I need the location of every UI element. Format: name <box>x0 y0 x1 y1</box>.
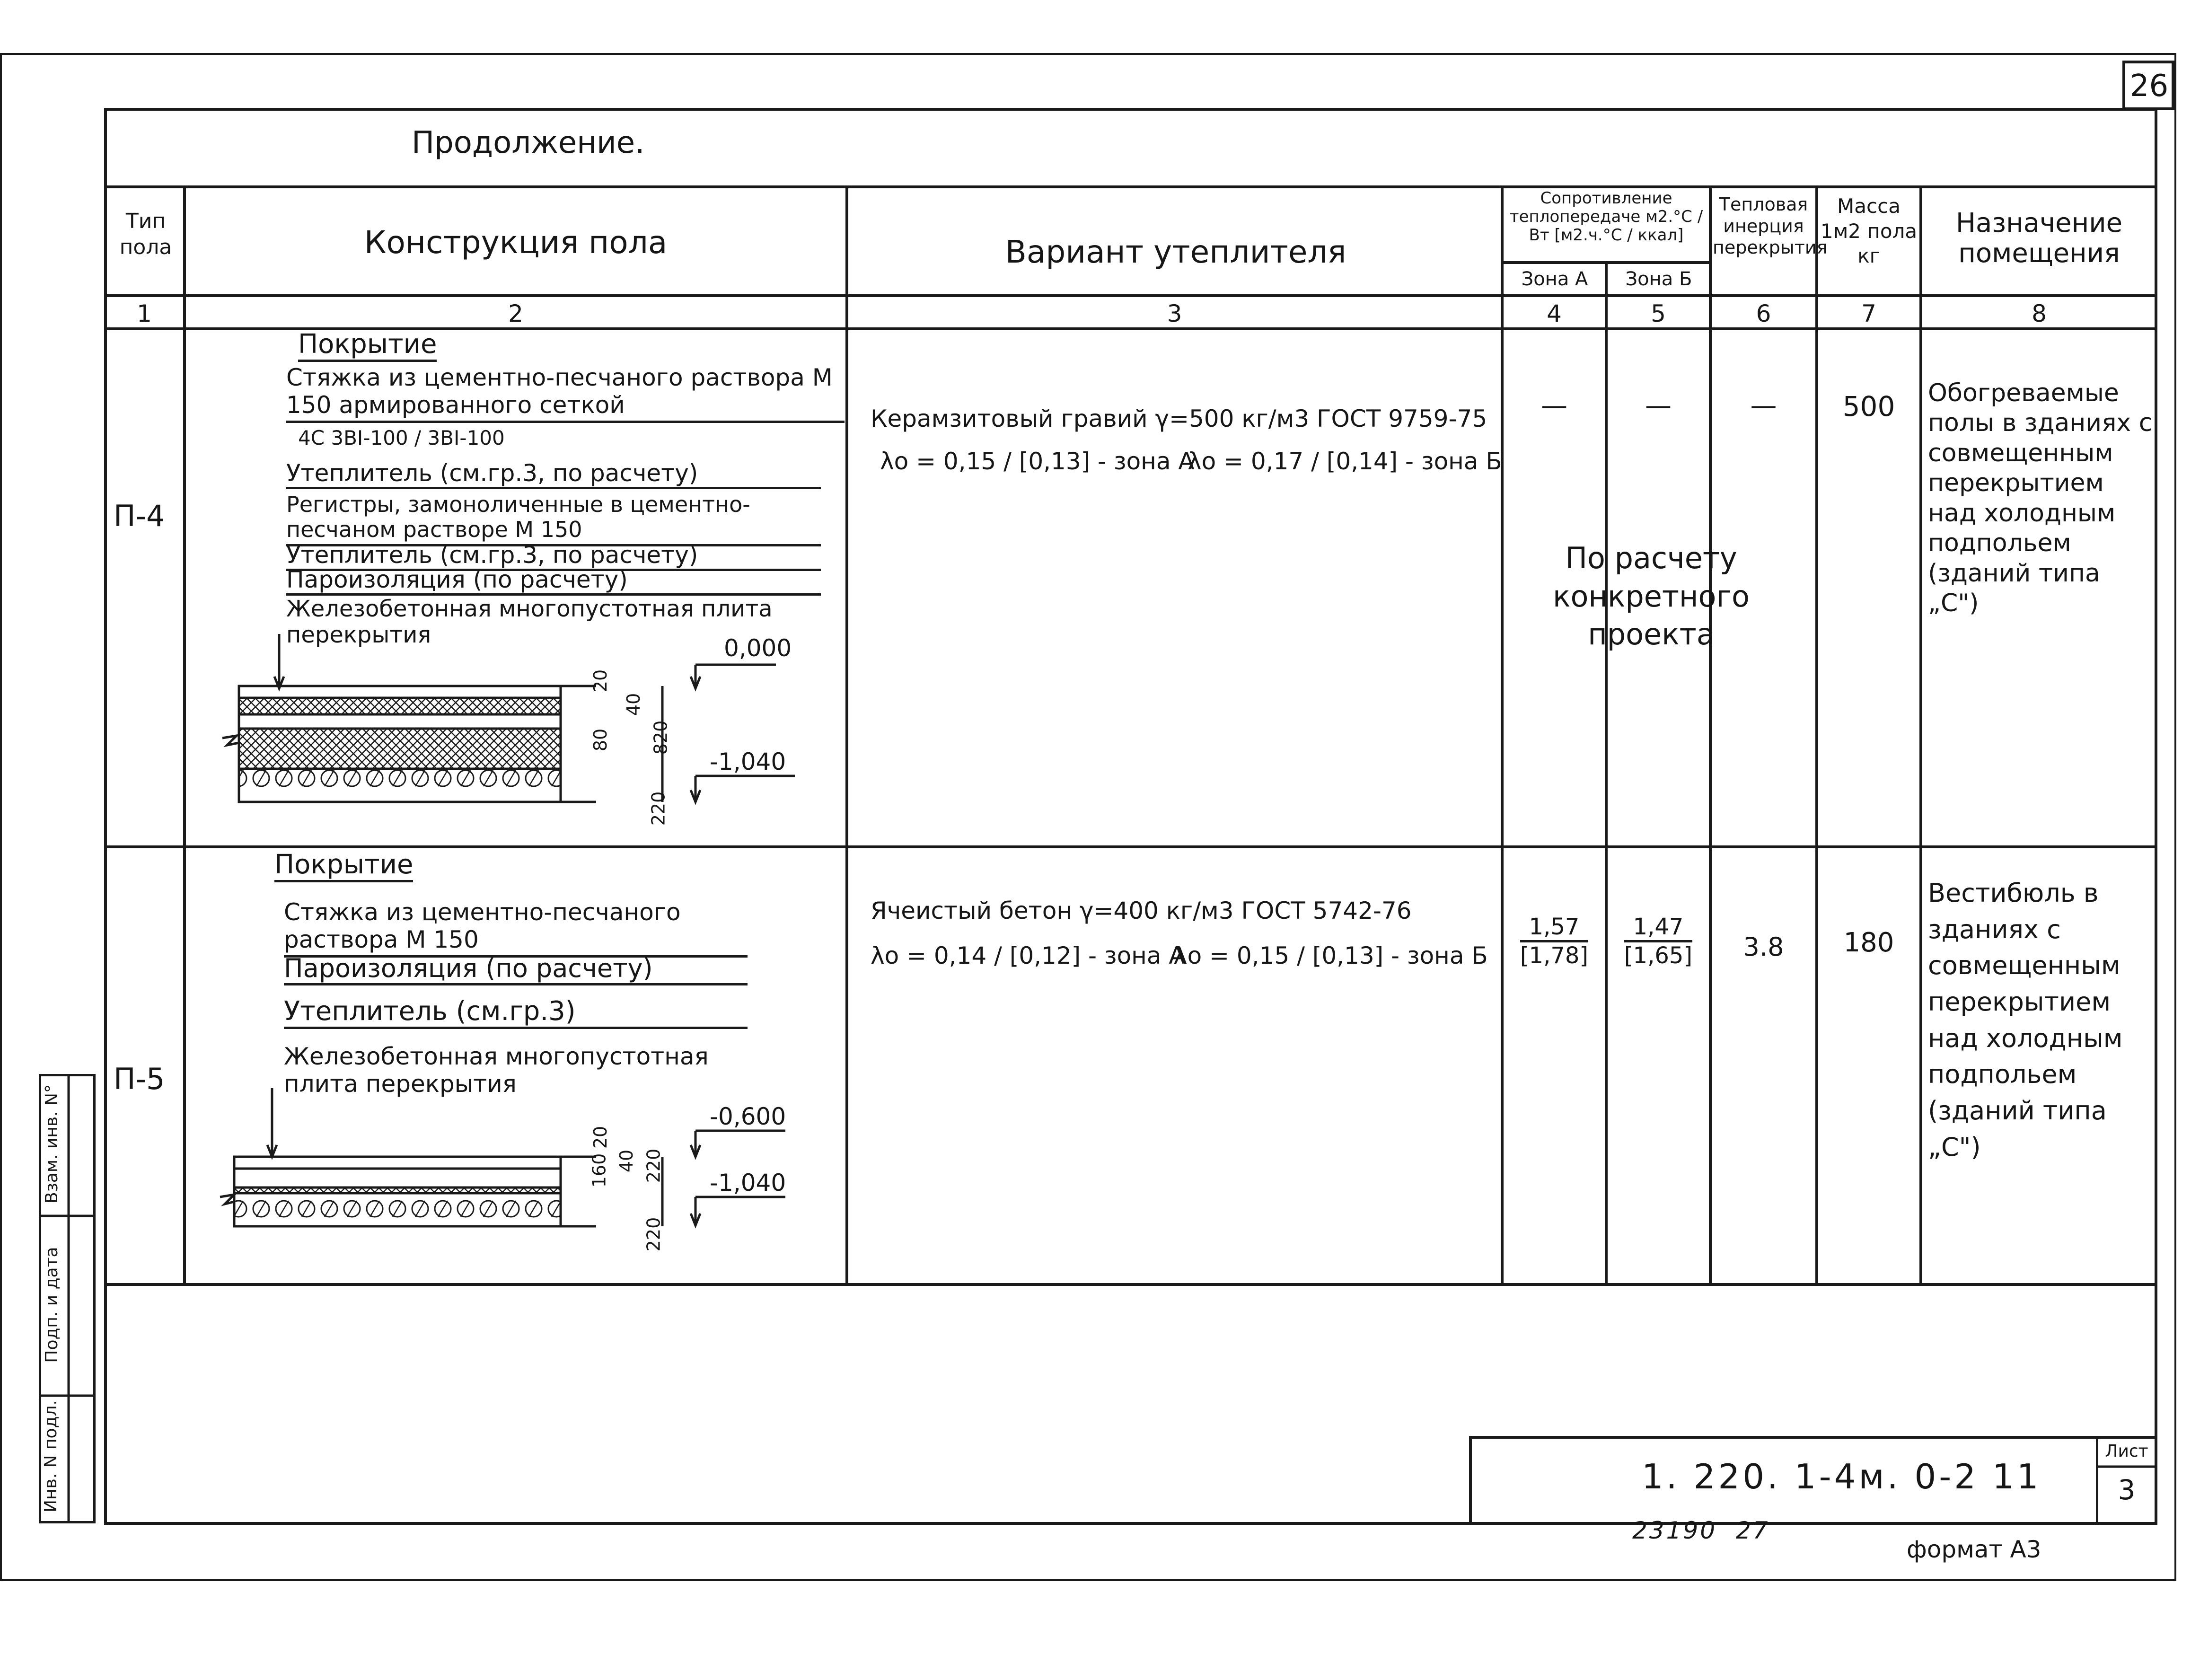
dimension-label: 20 <box>590 669 611 693</box>
dimension-label: 40 <box>623 693 644 716</box>
room-purpose: Вестибюль в зданиях с совмещенным перекрытием над холодным подпольем (зданий типа „С") <box>1928 878 2123 1162</box>
elevation-mark: -0,600 <box>710 1103 786 1130</box>
paper-format: формат А3 <box>1907 1536 2041 1563</box>
header-construction: Конструкция пола <box>364 224 668 261</box>
sheet-number: 3 <box>2118 1474 2136 1506</box>
dimension-label: 20 <box>590 1126 611 1149</box>
thermal-inertia-value: 3.8 <box>1743 932 1784 962</box>
col-number: 2 <box>508 300 523 327</box>
zone-a-value: $\frac{1,57}{[1,78]}$ <box>1520 914 1589 969</box>
layer-registers: Регистры, замоноличенные в цементно-песчаном растворе М 150 <box>286 492 821 546</box>
elevation-mark: -1,040 <box>710 1169 786 1196</box>
thermal-inertia-value: — <box>1750 390 1777 421</box>
dimension-label: 220 <box>643 1217 664 1252</box>
document-code: 1. 220. 1-4м. 0-2 11 <box>1642 1457 2041 1496</box>
layer-insulation: Утеплитель (см.гр.3, по расчету) <box>286 461 821 489</box>
insulation-material: Керамзитовый гравий γ=500 кг/м3 ГОСТ 9759-75 <box>871 405 1487 432</box>
room-purpose: Обогреваемые полы в зданиях с совмещенным перекрытием над холодным подпольем (зданий типа „С") <box>1928 379 2153 618</box>
insulation-lambda-a: λо = 0,15 / [0,13] - зона А <box>880 448 1195 475</box>
insulation-lambda-b: λо = 0,15 / [0,13] - зона Б <box>1173 942 1488 969</box>
page-number: 26 <box>2129 69 2169 104</box>
layer-slab: Железобетонная многопустотная плита перекрытия <box>286 596 773 649</box>
layer-vapor-barrier: Пароизоляция (по расчету) <box>286 568 821 596</box>
page-title: Продолжение. <box>412 125 645 160</box>
layer-screed: Стяжка из цементно-песчаного раствора М 150 <box>284 899 748 958</box>
header-floor-type: Тип пола <box>119 209 172 259</box>
header-insulation: Вариант утеплителя <box>1005 234 1346 270</box>
stamp-number: 23190 27 <box>1632 1517 1770 1544</box>
zone-b-value: — <box>1645 390 1672 421</box>
elevation-mark: -1,040 <box>710 748 786 775</box>
layer-screed: Стяжка из цементно-песчаного раствора М 150 армированного сеткой <box>286 364 845 423</box>
layer-mesh: 4С 3ВI-100 / 3ВI-100 <box>298 426 505 449</box>
dimension-label: 820 <box>650 720 671 755</box>
mass-value: 500 <box>1842 390 1895 422</box>
col-number: 7 <box>1861 300 1876 327</box>
col-number: 1 <box>137 300 152 327</box>
layer-vapor-barrier: Пароизоляция (по расчету) <box>284 956 748 985</box>
header-thermal-inertia: Тепловая инерция перекрытия <box>1713 194 1828 258</box>
layer-insulation-2: Утеплитель (см.гр.3, по расчету) <box>286 543 821 571</box>
layer-slab: Железобетонная многопустотная плита перекрытия <box>284 1043 709 1098</box>
stamp-field-vzam-inv: Взам. инв. N° <box>42 1084 62 1204</box>
floor-type-p5: П-5 <box>114 1062 165 1096</box>
header-mass: Масса 1м2 пола кг <box>1820 194 1918 267</box>
header-heat-resistance: Сопротивление теплопередаче м2.°С / Вт [м2.ч.°С / ккал] <box>1509 189 1703 245</box>
header-room-purpose: Назначение помещения <box>1955 208 2123 269</box>
col-number: 3 <box>1167 300 1182 327</box>
col-number: 5 <box>1651 300 1666 327</box>
col-number: 6 <box>1756 300 1771 327</box>
header-zone-b: Зона Б <box>1625 268 1692 290</box>
header-zone-a: Зона А <box>1521 268 1588 290</box>
mass-value: 180 <box>1843 927 1894 958</box>
construction-heading: Покрытие <box>274 852 413 882</box>
dimension-label: 220 <box>648 791 669 826</box>
construction-heading: Покрытие <box>298 331 437 362</box>
dimension-label: 220 <box>643 1148 664 1183</box>
stamp-field-signature: Подп. и дата <box>42 1247 62 1363</box>
per-project-note: По расчету конкретного проекта <box>1553 541 1750 652</box>
insulation-material: Ячеистый бетон γ=400 кг/м3 ГОСТ 5742-76 <box>871 897 1412 924</box>
col-number: 4 <box>1547 300 1562 327</box>
elevation-mark: 0,000 <box>724 634 792 662</box>
insulation-lambda-b: λо = 0,17 / [0,14] - зона Б <box>1188 448 1502 475</box>
floor-type-p4: П-4 <box>114 499 165 533</box>
zone-a-value: — <box>1541 390 1567 421</box>
col-number: 8 <box>2032 300 2047 327</box>
dimension-label: 80 <box>590 728 611 752</box>
layer-insulation: Утеплитель (см.гр.3) <box>284 998 748 1029</box>
insulation-lambda-a: λо = 0,14 / [0,12] - зона А <box>871 942 1185 969</box>
stamp-field-inv-podl: Инв. N подл. <box>41 1400 61 1513</box>
sheet-label: Лист <box>2105 1442 2148 1461</box>
dimension-label: 40 <box>616 1149 637 1173</box>
zone-b-value: $\frac{1,47}{[1,65]}$ <box>1624 914 1693 969</box>
dimension-label: 160 <box>589 1153 610 1188</box>
